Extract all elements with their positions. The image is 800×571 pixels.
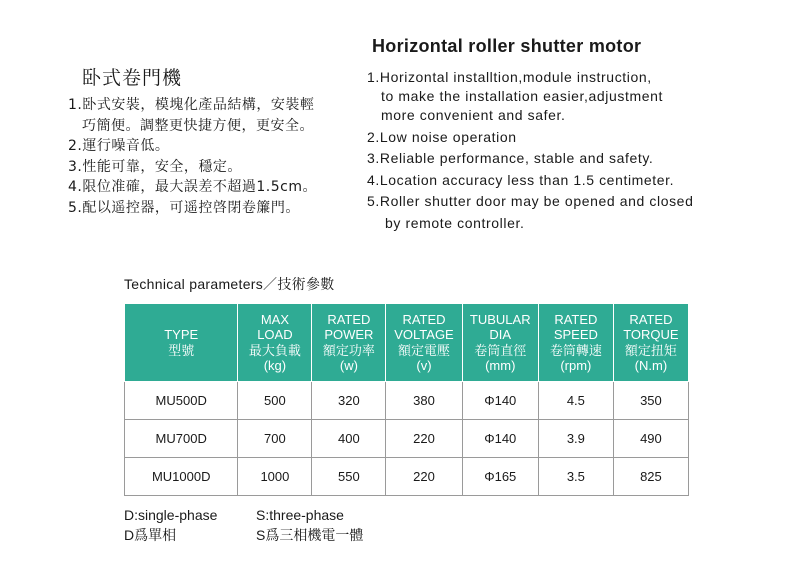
header-line: 額定電壓 [397,342,450,358]
english-feature-line: 3.Reliable performance, stable and safety. [367,150,654,166]
english-feature-item [367,68,693,125]
cell-rated-torque: 350 [613,382,688,420]
header-line: (v) [416,358,432,373]
header-line: LOAD [257,327,293,342]
header-line: (w) [339,358,358,373]
chinese-feature-line: 3.性能可靠，安全，穩定。 [68,158,242,175]
cell-max-load: 700 [238,420,312,458]
header-rated-power [312,304,386,382]
cell-rated-speed: 3.9 [538,420,613,458]
english-feature-item [367,128,693,147]
table-caption: Technical parameters／技術參數 [124,276,335,292]
header-line: 卷筒直徑 [474,342,527,358]
header-line: RATED [327,311,371,327]
chinese-title: 卧式卷門機 [82,67,183,89]
english-feature-line: 5.Roller shutter door may be opened and closed [367,193,694,209]
header-rated-speed [538,304,613,382]
table-row [125,458,689,496]
english-title: Horizontal roller shutter motor [372,36,642,56]
english-feature-line: 1.Horizontal installtion,module instruction, [367,69,652,85]
cell-type: MU1000D [125,458,238,496]
cell-rated-voltage: 220 [386,458,462,496]
cell-rated-power: 400 [312,420,386,458]
cell-rated-torque: 825 [613,458,688,496]
header-max-load [238,304,312,382]
english-feature-line: 2.Low noise operation [367,128,517,145]
cell-rated-power: 320 [312,382,386,420]
english-feature-line: to make the installation easier,adjustment [381,88,664,104]
english-feature-line: 4.Location accuracy less than 1.5 centimeter. [367,171,675,188]
legend-three-phase: S:three-phase [256,507,344,523]
header-line: TUBULAR [469,311,531,327]
english-feature-item [367,149,693,168]
header-type [125,304,238,382]
header-line: (N.m) [634,358,668,373]
cell-rated-speed: 4.5 [538,382,613,420]
header-line: 最大負載 [248,342,301,358]
header-tubular-dia [462,304,538,382]
header-line: RATED [402,311,446,327]
technical-parameters-table [124,303,689,496]
cell-type: MU700D [125,420,238,458]
chinese-feature-list [68,95,317,218]
cell-type: MU500D [125,382,238,420]
header-line: 額定功率 [322,342,375,358]
phase-legend [124,505,363,545]
chinese-feature-line: 1.卧式安裝，模塊化產品結構，安裝輕 [68,97,315,113]
english-feature-item [367,171,693,190]
legend-row-cn [124,525,363,545]
header-line: RATED [629,311,673,327]
english-feature-item [367,192,693,233]
header-line: TORQUE [623,327,679,342]
header-line: 卷筒轉速 [549,342,602,358]
legend-row-en [124,505,363,525]
header-line: VOLTAGE [394,327,454,342]
legend-single-phase-cn: D爲單相 [124,527,177,543]
english-feature-list [367,68,693,236]
cell-max-load: 500 [238,382,312,420]
cell-tubular-dia: Φ140 [462,420,538,458]
header-line: (mm) [485,358,516,373]
cell-rated-speed: 3.5 [538,458,613,496]
cell-tubular-dia: Φ140 [462,382,538,420]
header-line: RATED [554,311,598,327]
cell-max-load: 1000 [238,458,312,496]
cell-rated-power: 550 [312,458,386,496]
header-line: 型號 [168,342,195,358]
cell-rated-voltage: 220 [386,420,462,458]
cell-rated-torque: 490 [613,420,688,458]
table-row [125,420,689,458]
header-rated-torque [613,304,688,382]
header-line: DIA [489,327,512,342]
chinese-feature-line: 5.配以遥控器，可遥控啓閉卷簾門。 [68,199,300,216]
cell-rated-voltage: 380 [386,382,462,420]
legend-three-phase-cn: S爲三相機電一體 [256,527,364,543]
header-line: MAX [260,311,289,327]
header-rated-voltage [386,304,462,382]
header-line: (rpm) [560,358,592,373]
header-line: TYPE [164,327,199,342]
table-header-row [125,304,689,382]
header-line: SPEED [553,327,598,342]
legend-single-phase: D:single-phase [124,507,218,523]
header-line: (kg) [263,358,287,373]
header-line: 額定扭矩 [624,342,677,358]
cell-tubular-dia: Φ165 [462,458,538,496]
chinese-feature-line: 2.運行噪音低。 [68,138,170,154]
header-line: POWER [324,327,374,342]
english-feature-line: by remote controller. [385,215,525,231]
chinese-feature-line: 4.限位准確，最大誤差不超過1.5cm。 [68,179,317,195]
english-feature-line: more convenient and safer. [381,107,566,123]
chinese-feature-line: 巧簡便。調整更快捷方便，更安全。 [82,117,314,134]
table-row [125,382,689,420]
